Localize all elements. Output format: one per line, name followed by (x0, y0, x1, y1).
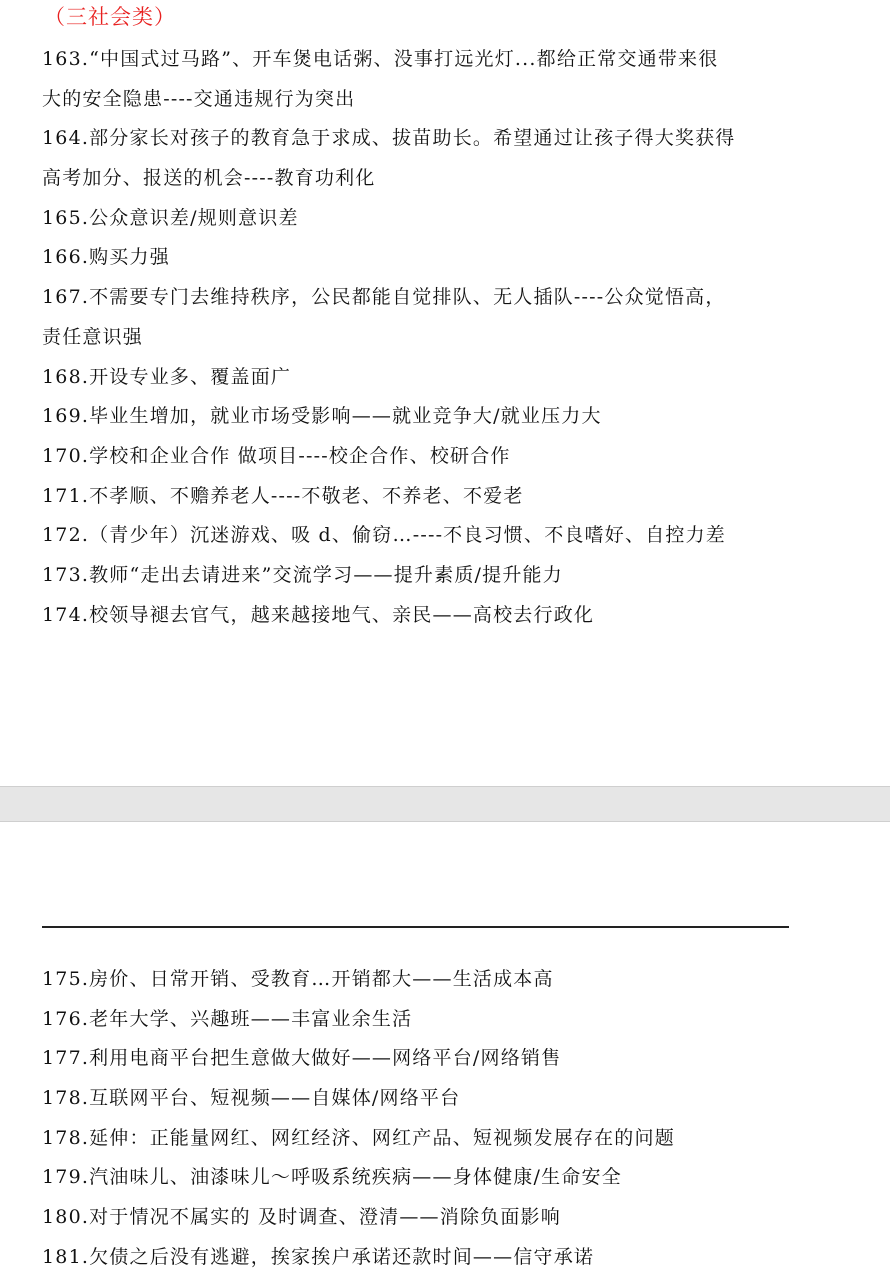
text-line: 167.不需要专门去维持秩序，公民都能自觉排队、无人插队----公众觉悟高， (42, 286, 726, 309)
text-line: 178.互联网平台、短视频——自媒体/网络平台 (42, 1087, 461, 1110)
text-line: 163.“中国式过马路”、开车煲电话粥、没事打远光灯...都给正常交通带来很 (42, 48, 719, 70)
text-line: 责任意识强 (42, 325, 144, 348)
document-page-2 (0, 822, 890, 1272)
text-line: 179.汽油味儿、油漆味儿～呼吸系统疾病——身体健康/生命安全 (42, 1166, 622, 1189)
text-line: 175.房价、日常开销、受教育…开销都大——生活成本高 (42, 968, 554, 990)
text-line: 174.校领导褪去官气，越来越接地气、亲民——高校去行政化 (42, 603, 595, 626)
page-separator (0, 786, 890, 822)
text-line: 170.学校和企业合作 做项目----校企合作、校研合作 (42, 444, 511, 467)
text-line: 大的安全隐患----交通违规行为突出 (42, 87, 356, 110)
section-title: （三社会类） (44, 5, 176, 29)
text-line: 169.毕业生增加，就业市场受影响——就业竞争大/就业压力大 (42, 405, 602, 428)
text-line: 176.老年大学、兴趣班——丰富业余生活 (42, 1007, 413, 1030)
text-line: 164.部分家长对孩子的教育急于求成、拔苗助长。希望通过让孩子得大奖获得 (42, 127, 736, 150)
page-2-text-lines (42, 960, 802, 1278)
text-line: 166.购买力强 (42, 246, 170, 269)
text-line: 173.教师“走出去请进来”交流学习——提升素质/提升能力 (42, 563, 563, 586)
text-line: 180.对于情况不属实的 及时调查、澄清——消除负面影响 (42, 1206, 561, 1229)
text-line: 181.欠债之后没有逃避，挨家挨户承诺还款时间——信守承诺 (42, 1245, 595, 1268)
text-line: 177.利用电商平台把生意做大做好——网络平台/网络销售 (42, 1047, 562, 1070)
text-line: 高考加分、报送的机会----教育功利化 (42, 167, 376, 190)
text-line: 172.（青少年）沉迷游戏、吸 d、偷窃…----不良习惯、不良嗜好、自控力差 (42, 524, 726, 547)
text-line: 178.延伸：正能量网红、网红经济、网红产品、短视频发展存在的问题 (42, 1126, 675, 1149)
page-1-text-lines (42, 40, 802, 635)
text-line: 168.开设专业多、覆盖面广 (42, 365, 292, 388)
text-line: 165.公众意识差/规则意识差 (42, 206, 299, 229)
header-rule (42, 926, 789, 928)
text-line: 171.不孝顺、不赡养老人----不敬老、不养老、不爱老 (42, 484, 524, 507)
